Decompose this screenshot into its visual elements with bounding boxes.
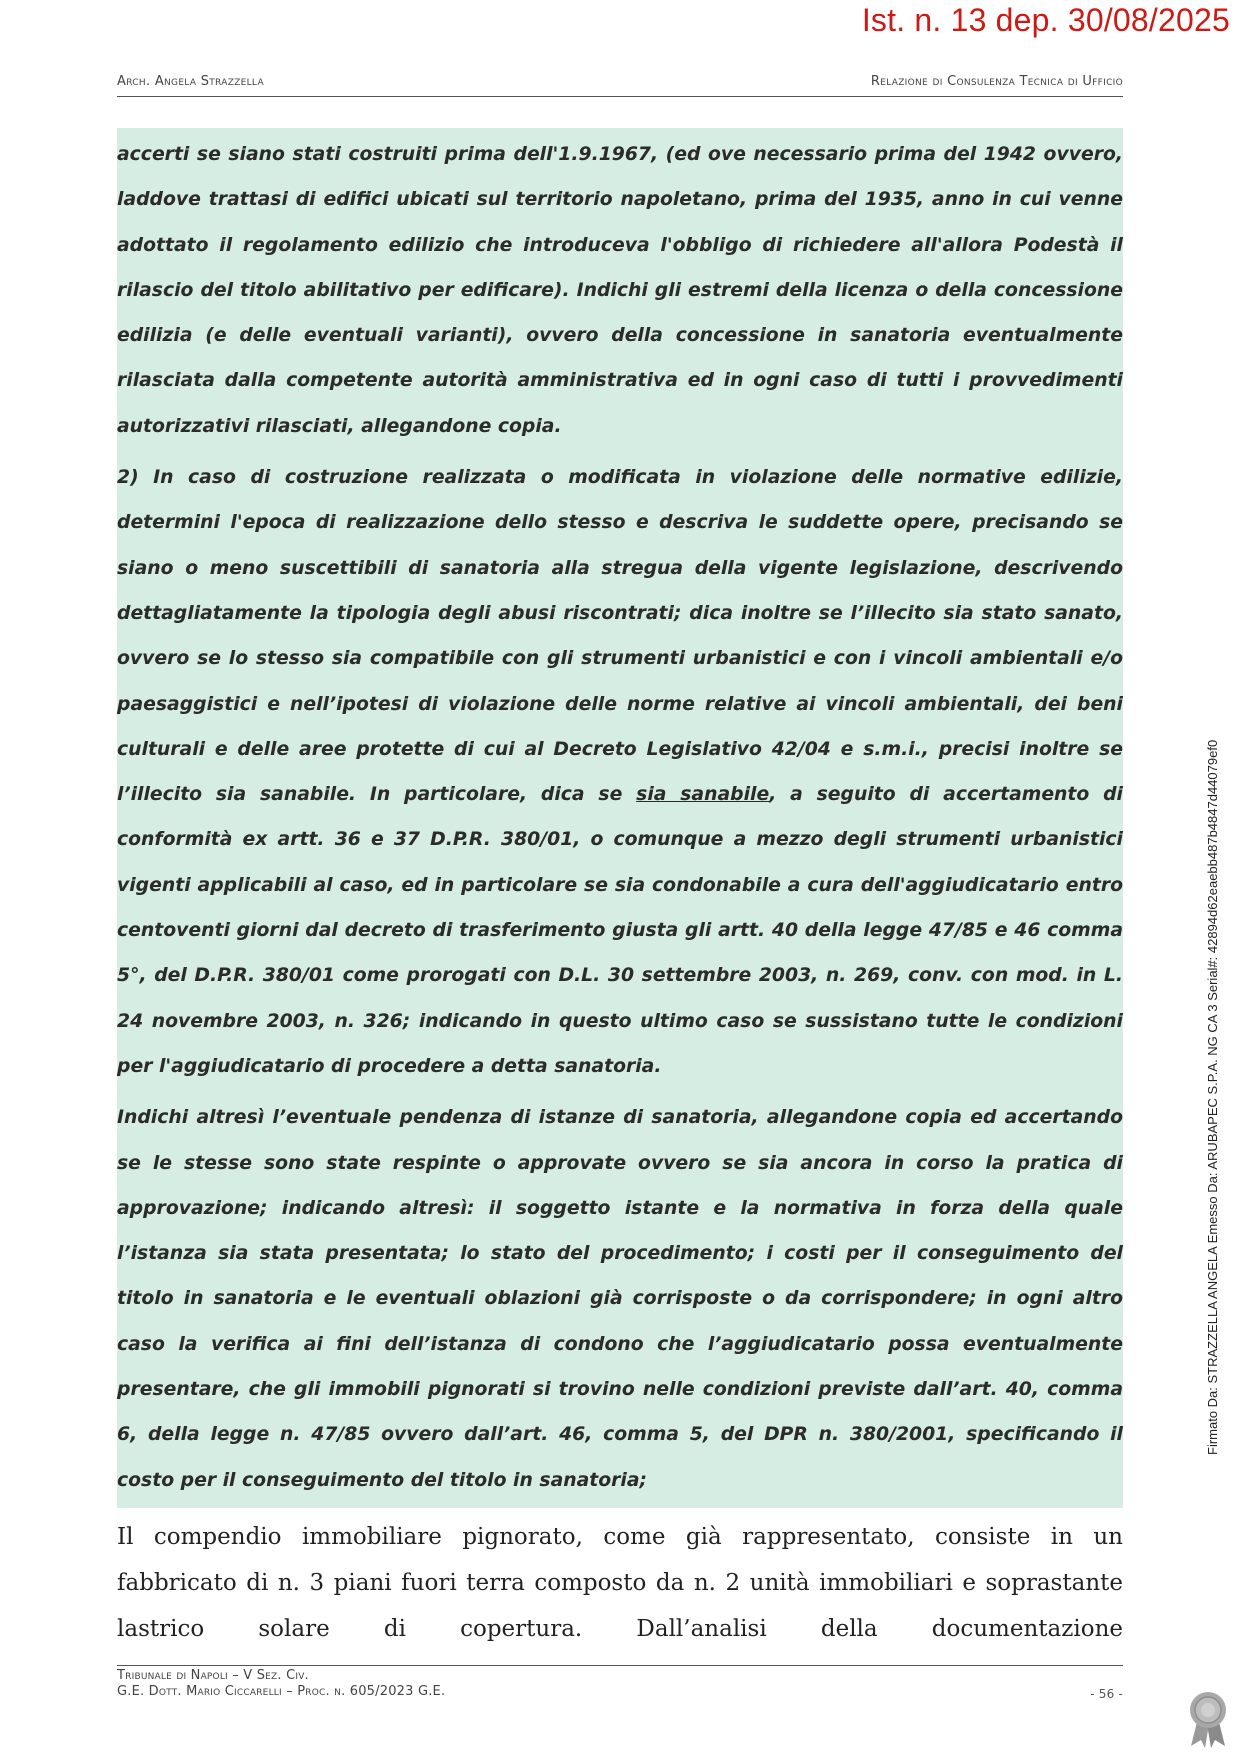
quoted-paragraph-2 (117, 454, 1123, 1094)
quoted-paragraph-1: accerti se siano stati costruiti prima dell'1.9.1967, (ed ove necessario prima del 1942 ovvero, laddove trattasi di edifici ubicati sul territorio napoletano, prima del 1935, anno in cui venne adottato il regolamento edilizio che introduceva l'obbligo di richiedere all'allora Podestà il rilascio del titolo abilitativo per edificare). Indichi gli estremi della licenza o della concessione edilizia (e delle eventuali varianti), ovvero della concessione in sanatoria eventualmente rilasciata dalla competente autorità amministrativa ed in ogni caso di tutti i provvedimenti autorizzativi rilasciati, allegandone copia. (117, 144, 1123, 437)
footer-procedure: G.E. Dott. Mario Ciccarelli – Proc. n. 605/2023 G.E. (117, 1684, 446, 1699)
header-title: Relazione di Consulenza Tecnica di Ufficio (870, 74, 1123, 89)
underlined-phrase: sia sanabile (636, 784, 770, 806)
quoted-paragraph-2-part-a: 2) In caso di costruzione realizzata o modificata in violazione delle normative edilizie, determini l'epoca di realizzazione dello stesso e descriva le suddette opere, precisando se siano o meno suscettibili di sanatoria alla stregua della vigente legislazione, descrivendo dettagliatamente la tipologia degli abusi riscontrati; dica inoltre se l’illecito sia stato sanato, ovvero se lo stesso sia compatibile con gli strumenti urbanistici e con i vincoli ambientali e/o paesaggistici e nell’ipotesi di violazione delle norme relative ai vincoli ambientali, dei beni culturali e delle aree protette di cui al Decreto Legislativo 42/04 e s.m.i., precisi inoltre se l’illecito sia sanabile. In particolare, dica se (117, 467, 1123, 806)
quoted-mandate-block (117, 128, 1123, 1508)
deposit-stamp: Ist. n. 13 dep. 30/08/2025 (861, 2, 1230, 38)
header-author: Arch. Angela Strazzella (117, 74, 264, 89)
page-footer (117, 1665, 1123, 1700)
page-number: - 56 - (1090, 1687, 1123, 1701)
quoted-paragraph-2-part-b: , a seguito di accertamento di conformità ex artt. 36 e 37 D.P.R. 380/01, o comunque a mezzo degli strumenti urbanistici vigenti applicabili al caso, ed in particolare se sia condonabile a cura dell'aggiudicatario entro centoventi giorni dal decreto di trasferimento giusta gli artt. 40 della legge 47/85 e 46 comma 5°, del D.P.R. 380/01 come prorogati con D.L. 30 settembre 2003, n. 269, conv. con mod. in L. 24 novembre 2003, n. 326; indicando in questo ultimo caso se sussistano tutte le condizioni per l'aggiudicatario di procedere a detta sanatoria. (117, 784, 1123, 1077)
footer-court: Tribunale di Napoli – V Sez. Civ. (117, 1668, 309, 1683)
digital-signature-note: Firmato Da: STRAZZELLA ANGELA Emesso Da: ARUBAPEC S.P.A. NG CA 3 Serial#: 42894d62eaebb487b4847d44079ef0 (1205, 739, 1220, 1455)
page-body (117, 128, 1123, 1652)
page-header (117, 74, 1123, 97)
seal-ribbon-icon (1183, 1688, 1233, 1748)
quoted-paragraph-3: Indichi altresì l’eventuale pendenza di istanze di sanatoria, allegandone copia ed accertando se le stesse sono state respinte o approvate ovvero se sia ancora in corso la pratica di approvazione; indicando altresì: il soggetto istante e la normativa in forza della quale l’istanza sia stata presentata; lo stato del procedimento; i costi per il conseguimento del titolo in sanatoria e le eventuali oblazioni già corrisposte o da corrispondere; in ogni altro caso la verifica ai fini dell’istanza di condono che l’aggiudicatario possa eventualmente presentare, che gli immobili pignorati si trovino nelle condizioni previste dall’art. 40, comma 6, della legge n. 47/85 ovvero dall’art. 46, comma 5, del DPR n. 380/2001, specificando il costo per il conseguimento del titolo in sanatoria; (117, 1107, 1123, 1491)
body-paragraph: Il compendio immobiliare pignorato, come già rappresentato, consiste in un fabbricato di n. 3 piani fuori terra composto da n. 2 unità immobiliari e soprastante lastrico solare di copertura. Dall’analisi della documentazione (117, 1523, 1123, 1642)
